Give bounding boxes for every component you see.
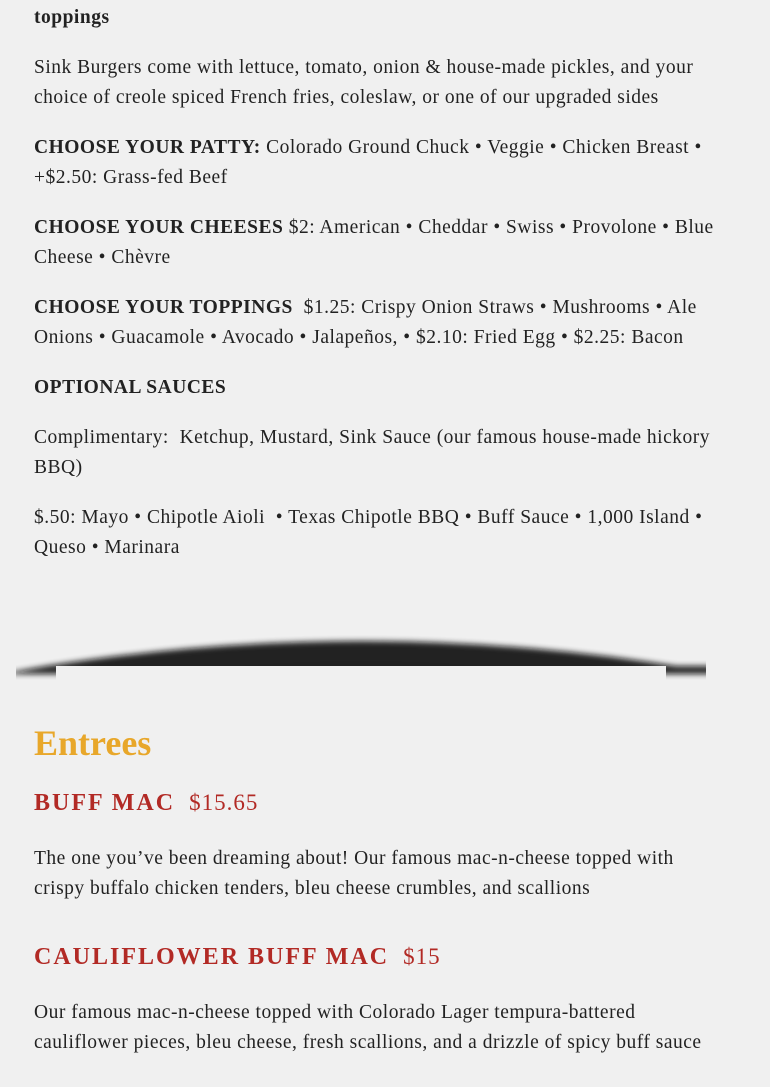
item-price: $15 xyxy=(403,944,441,969)
menu-item-title xyxy=(34,944,441,971)
sauces-label: OPTIONAL SAUCES xyxy=(34,377,227,398)
item-name: CAULIFLOWER BUFF MAC xyxy=(34,944,390,970)
item-desc-line1: The one you’ve been dreaming about! Our famous mac-n-cheese topped with xyxy=(34,848,674,869)
item-name: BUFF MAC xyxy=(34,790,176,816)
patty-label: CHOOSE YOUR PATTY: xyxy=(34,137,261,158)
menu-item-description xyxy=(34,844,734,904)
patty-options xyxy=(34,133,734,193)
paid-line1: $.50: Mayo • Chipotle Aioli • Texas Chipotle BBQ • Buff Sauce • 1,000 Island • xyxy=(34,507,703,528)
cheeses-label: CHOOSE YOUR CHEESES xyxy=(34,217,284,238)
topping-options xyxy=(34,293,734,353)
toppings-label: CHOOSE YOUR TOPPINGS xyxy=(34,297,293,318)
complimentary-line2: BBQ) xyxy=(34,457,83,478)
item-price: $15.65 xyxy=(189,790,259,815)
item-desc-line1: Our famous mac-n-cheese topped with Colorado Lager tempura-battered xyxy=(34,1002,636,1023)
cheese-options xyxy=(34,213,734,273)
cheeses-line2: Cheese • Chèvre xyxy=(34,247,171,268)
item-desc-line2: crispy buffalo chicken tenders, bleu cheese crumbles, and scallions xyxy=(34,878,591,899)
menu-item-description xyxy=(34,998,734,1058)
patty-line1: Colorado Ground Chuck • Veggie • Chicken Breast • xyxy=(260,137,702,158)
burger-description-text: Sink Burgers come with lettuce, tomato, onion & house-made pickles, and your choice of creole spiced French fries, coleslaw, or one of our upgraded sides xyxy=(34,57,694,108)
toppings-line1: $1.25: Crispy Onion Straws • Mushrooms • Ale xyxy=(292,297,697,318)
menu-item-title xyxy=(34,790,258,817)
toppings-line2: Onions • Guacamole • Avocado • Jalapeños, • $2.10: Fried Egg • $2.25: Bacon xyxy=(34,327,684,348)
paid-line2: Queso • Marinara xyxy=(34,537,180,558)
patty-line2: +$2.50: Grass-fed Beef xyxy=(34,167,228,188)
entrees-heading: Entrees xyxy=(34,723,152,763)
toppings-fragment: toppings xyxy=(34,7,110,28)
paid-sauces xyxy=(34,503,734,563)
burger-description xyxy=(34,53,734,113)
complimentary-sauces xyxy=(34,423,734,483)
cheeses-line1: $2: American • Cheddar • Swiss • Provolone • Blue xyxy=(283,217,714,238)
complimentary-line1: Complimentary: Ketchup, Mustard, Sink Sauce (our famous house-made hickory xyxy=(34,427,710,448)
item-desc-line2: cauliflower pieces, bleu cheese, fresh scallions, and a drizzle of spicy buff sauce xyxy=(34,1032,702,1053)
section-divider xyxy=(16,596,706,690)
